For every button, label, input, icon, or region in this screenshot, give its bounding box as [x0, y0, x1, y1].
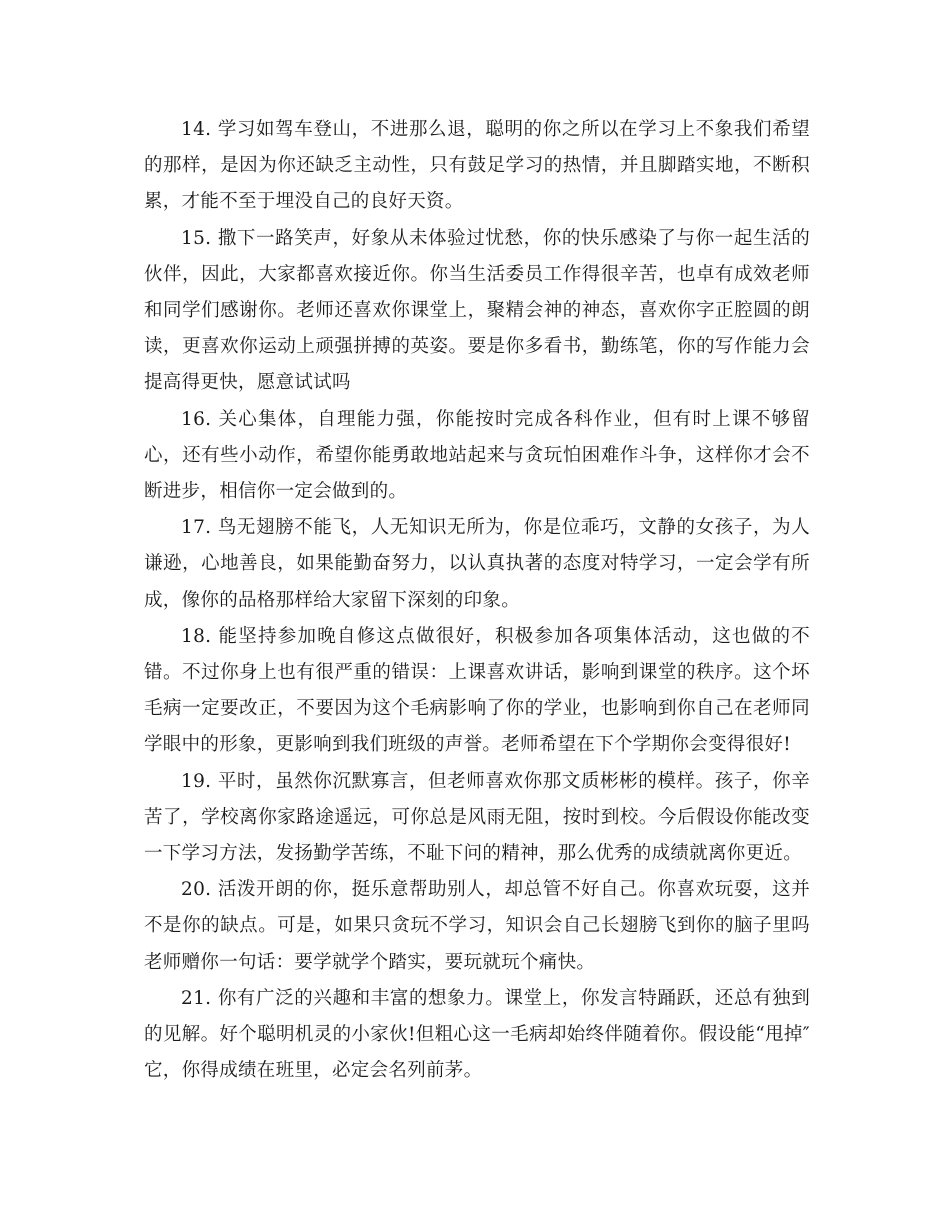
comment-paragraph-19: 19. 平时，虽然你沉默寡言，但老师喜欢你那文质彬彬的模样。孩子，你辛苦了，学校离你家路途遥远，可你总是风雨无阻，按时到校。今后假设你能改变一下学习方法，发扬勤学苦练，不耻下问的精神，那么优秀的成绩就离你更近。: [144, 770, 810, 865]
document-body: [144, 112, 810, 1089]
comment-paragraph-14: 14. 学习如驾车登山，不进那么退，聪明的你之所以在学习上不象我们希望的那样，是因为你还缺乏主动性，只有鼓足学习的热情，并且脚踏实地，不断积累，才能不至于埋没自己的良好天资。: [144, 119, 810, 213]
comment-paragraph-16: 16. 关心集体，自理能力强，你能按时完成各科作业，但有时上课不够留心，还有些小动作，希望你能勇敢地站起来与贪玩怕困难作斗争，这样你才会不断进步，相信你一定会做到的。: [144, 408, 810, 503]
comment-paragraph-21: 21. 你有广泛的兴趣和丰富的想象力。课堂上，你发言特踊跃，还总有独到的见解。好个聪明机灵的小家伙!但粗心这一毛病却始终伴随着你。假设能“甩掉″它，你得成绩在班里，必定会名列前茅。: [144, 987, 810, 1082]
comment-paragraph-15: 15. 撒下一路笑声，好象从未体验过忧愁，你的快乐感染了与你一起生活的伙伴，因此，大家都喜欢接近你。你当生活委员工作得很辛苦，也卓有成效老师和同学们感谢你。老师还喜欢你课堂上，聚精会神的神态，喜欢你字正腔圆的朗读，更喜欢你运动上顽强拼搏的英姿。要是你多看书，勤练笔，你的写作能力会提高得更快，愿意试试吗: [144, 227, 810, 394]
comment-paragraph-20: 20. 活泼开朗的你，挺乐意帮助别人，却总管不好自己。你喜欢玩耍，这并不是你的缺点。可是，如果只贪玩不学习，知识会自己长翅膀飞到你的脑子里吗老师赠你一句话：要学就学个踏实，要玩就玩个痛快。: [144, 879, 810, 973]
comment-paragraph-18: 18. 能坚持参加晚自修这点做很好，积极参加各项集体活动，这也做的不错。不过你身上也有很严重的错误：上课喜欢讲话，影响到课堂的秩序。这个坏毛病一定要改正，不要因为这个毛病影响了你的学业，也影响到你自己在老师同学眼中的形象，更影响到我们班级的声誉。老师希望在下个学期你会变得很好!: [144, 625, 810, 756]
comment-paragraph-17: 17. 鸟无翅膀不能飞，人无知识无所为，你是位乖巧，文静的女孩子，为人谦逊，心地善良，如果能勤奋努力，以认真执著的态度对特学习，一定会学有所成，像你的品格那样给大家留下深刻的印象。: [144, 517, 810, 611]
